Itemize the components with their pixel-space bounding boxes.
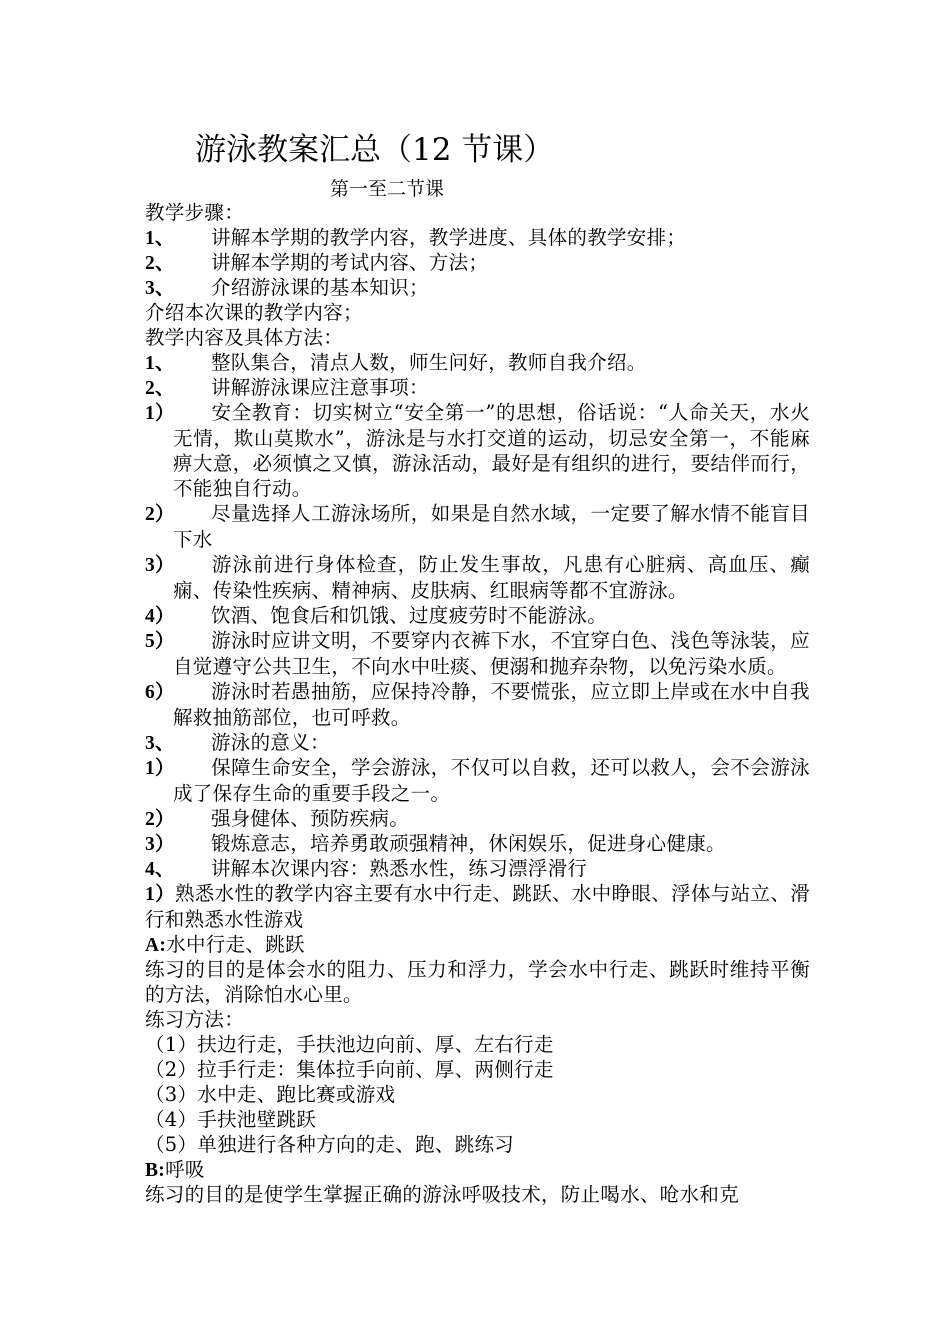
text-line <box>145 275 810 300</box>
list-number: 5） <box>145 631 175 652</box>
list-number: 1、 <box>145 353 175 374</box>
item-lead: 1） <box>145 884 175 905</box>
text-line <box>145 881 810 932</box>
line-text: 尽量选择人工游泳场所，如果是自然水域，一定要了解水情不能盲目下水 <box>173 502 810 551</box>
text-line <box>145 1157 810 1182</box>
line-text: 游泳时应讲文明，不要穿内衣裤下水，不宜穿白色、浅色等泳装，应自觉遵守公共卫生，不向水中吐痰、便溺和抛弃杂物，以免污染水质。 <box>173 629 810 678</box>
text-line <box>145 200 810 225</box>
line-text: 游泳的意义： <box>211 731 330 754</box>
line-text: 教学步骤： <box>145 201 245 224</box>
text-line <box>145 552 810 603</box>
line-text: （3）水中走、跑比赛或游戏 <box>145 1083 396 1106</box>
text-line <box>145 350 810 375</box>
text-line <box>145 755 810 806</box>
list-number: 2） <box>145 504 175 525</box>
item-lead: A: <box>145 935 167 956</box>
text-line <box>145 1032 810 1057</box>
line-text: （1）扶边行走，手扶池边向前、厚、左右行走 <box>145 1033 554 1056</box>
text-line <box>145 957 810 1007</box>
line-text: 讲解本学期的考试内容、方法； <box>211 251 489 274</box>
line-text: 游泳前进行身体检查，防止发生事故，凡患有心脏病、高血压、癫痫、传染性疾病、精神病、皮肤病、红眼病等都不宜游泳。 <box>173 553 810 602</box>
item-lead: B: <box>145 1160 166 1181</box>
text-line <box>145 375 810 400</box>
line-text: （2）拉手行走：集体拉手向前、厚、两侧行走 <box>145 1058 554 1081</box>
text-line <box>145 1007 810 1032</box>
text-line <box>145 730 810 755</box>
line-text: 整队集合，清点人数，师生问好，教师自我介绍。 <box>211 351 647 374</box>
list-number: 1） <box>145 403 175 424</box>
text-line <box>145 325 810 350</box>
text-line <box>145 932 810 957</box>
text-line <box>145 300 810 325</box>
text-line <box>145 856 810 881</box>
line-text: 讲解本学期的教学内容，教学进度、具体的教学安排； <box>211 226 687 249</box>
line-text: 饮酒、饱食后和饥饿、过度疲劳时不能游泳。 <box>211 604 608 627</box>
line-text: 熟悉水性的教学内容主要有水中行走、跳跃、水中睁眼、浮体与站立、滑行和熟悉水性游戏 <box>145 882 810 931</box>
text-line <box>145 679 810 730</box>
document-body <box>145 200 810 1207</box>
text-line <box>145 250 810 275</box>
list-number: 3） <box>145 834 175 855</box>
list-number: 3、 <box>145 278 175 299</box>
list-number: 2） <box>145 809 175 830</box>
text-line <box>145 1132 810 1157</box>
line-text: 保障生命安全，学会游泳，不仅可以自救，还可以救人，会不会游泳成了保存生命的重要手段之一。 <box>173 756 810 805</box>
list-number: 1） <box>145 758 175 779</box>
list-number: 4、 <box>145 859 175 880</box>
text-line <box>145 501 810 552</box>
line-text: 水中行走、跳跃 <box>166 933 305 956</box>
text-line <box>145 806 810 831</box>
text-line <box>145 1182 810 1207</box>
text-line <box>145 628 810 679</box>
line-text: （4）手扶池壁跳跃 <box>145 1108 317 1131</box>
text-line <box>145 225 810 250</box>
line-text: 讲解本次课内容：熟悉水性，练习漂浮滑行 <box>211 857 588 880</box>
line-text: 呼吸 <box>165 1158 205 1181</box>
document-subtitle: 第一至二节课 <box>330 178 445 200</box>
text-line <box>145 1107 810 1132</box>
line-text: 练习的目的是使学生掌握正确的游泳呼吸技术，防止喝水、呛水和克 <box>145 1183 740 1206</box>
document-title: 游泳教案汇总（12 节课） <box>195 132 555 168</box>
line-text: 游泳时若愚抽筋，应保持冷静，不要慌张，应立即上岸或在水中自我解救抽筋部位，也可呼救。 <box>173 680 810 729</box>
line-text: （5）单独进行各种方向的走、跑、跳练习 <box>145 1133 515 1156</box>
line-text: 强身健体、预防疾病。 <box>211 807 410 830</box>
line-text: 教学内容及具体方法： <box>145 326 344 349</box>
list-number: 2、 <box>145 253 175 274</box>
line-text: 练习的目的是体会水的阻力、压力和浮力，学会水中行走、跳跃时维持平衡的方法，消除怕水心里。 <box>145 958 810 1006</box>
text-line <box>145 1057 810 1082</box>
line-text: 练习方法： <box>145 1008 245 1031</box>
line-text: 锻炼意志，培养勇敢顽强精神，休闲娱乐，促进身心健康。 <box>211 832 726 855</box>
list-number: 3、 <box>145 733 175 754</box>
line-text: 介绍本次课的教学内容； <box>145 301 363 324</box>
list-number: 2、 <box>145 378 175 399</box>
text-line <box>145 400 810 501</box>
text-line <box>145 831 810 856</box>
text-line <box>145 603 810 628</box>
line-text: 介绍游泳课的基本知识； <box>211 276 429 299</box>
text-line <box>145 1082 810 1107</box>
list-number: 1、 <box>145 228 175 249</box>
list-number: 4） <box>145 606 175 627</box>
list-number: 3） <box>145 555 175 576</box>
list-number: 6） <box>145 682 175 703</box>
line-text: 讲解游泳课应注意事项： <box>211 376 429 399</box>
line-text: 安全教育：切实树立“安全第一”的思想，俗话说：“人命关天，水火无情，欺山莫欺水”，游泳是与水打交道的运动，切忌安全第一，不能麻痹大意，必须慎之又慎，游泳活动，最好是有组织的进行，要结伴而行，不能独自行动。 <box>173 401 810 500</box>
